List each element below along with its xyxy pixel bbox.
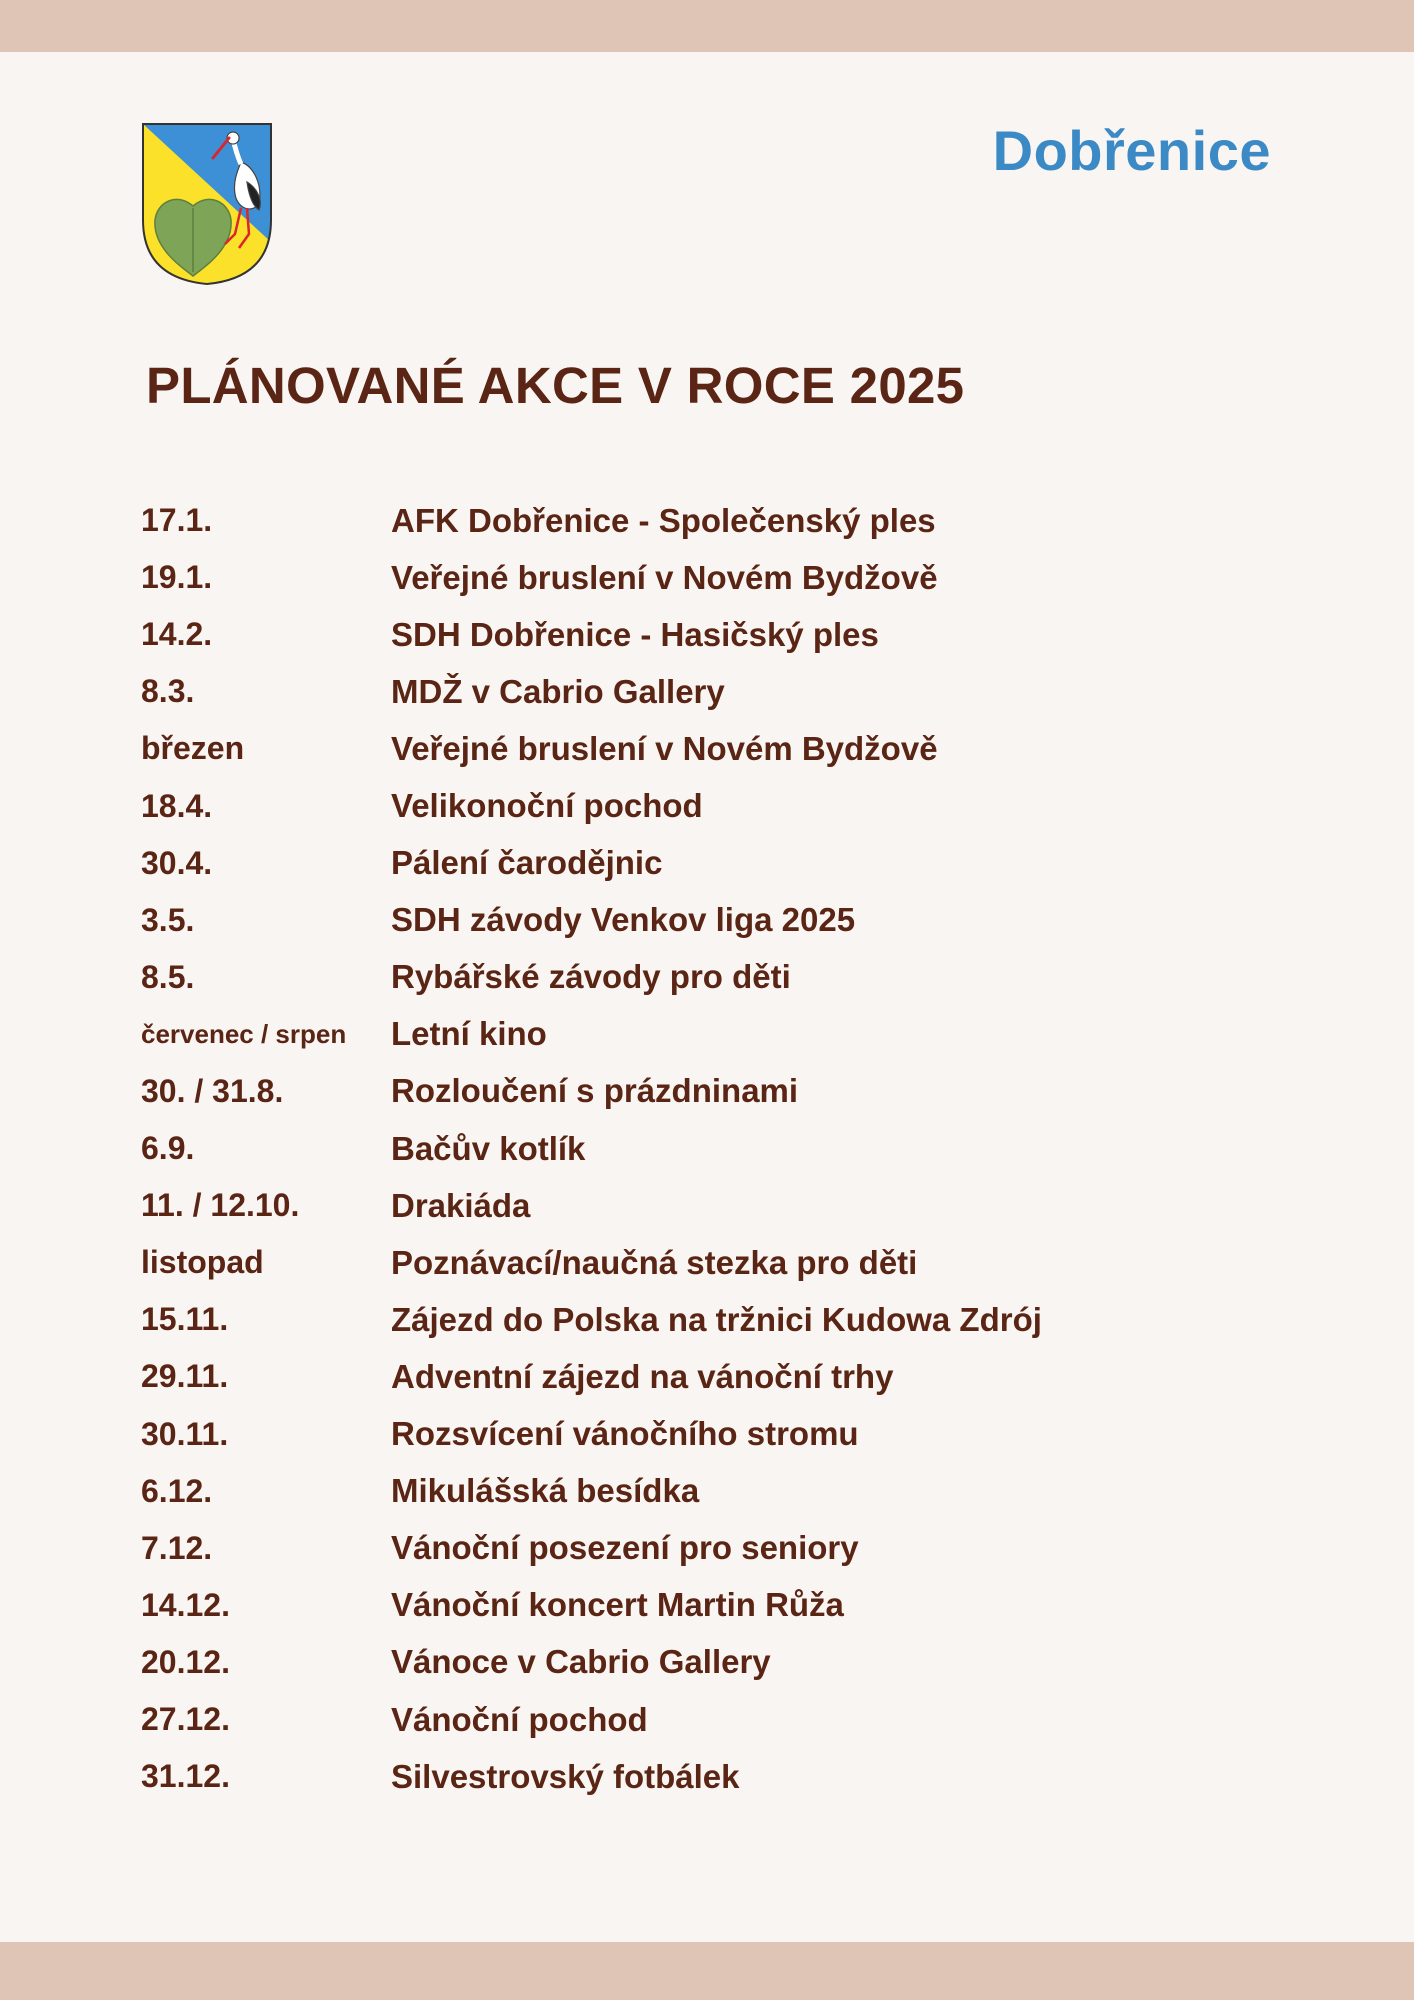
event-date: 15.11. [141, 1301, 229, 1338]
event-row [141, 1406, 1291, 1463]
event-date: 6.12. [141, 1472, 213, 1509]
event-row [141, 1063, 1291, 1120]
event-name: Rozloučení s prázdninami [391, 1072, 799, 1110]
event-name: Silvestrovský fotbálek [391, 1757, 740, 1795]
event-date: 20.12. [141, 1643, 230, 1680]
event-date: 17.1. [141, 502, 213, 539]
event-date: červenec / srpen [141, 1018, 347, 1049]
event-name: Veřejné bruslení v Novém Bydžově [391, 558, 938, 596]
event-name: Mikulášská besídka [391, 1472, 700, 1510]
event-date: 11. / 12.10. [141, 1187, 300, 1224]
event-date: 19.1. [141, 559, 213, 596]
event-name: Veřejné bruslení v Novém Bydžově [391, 729, 938, 767]
dobrenice-coat-of-arms-icon [141, 122, 273, 286]
event-name: Drakiáda [391, 1186, 531, 1224]
event-name: Vánoční posezení pro seniory [391, 1529, 859, 1567]
event-date: 8.5. [141, 958, 195, 995]
event-name: Vánoční pochod [391, 1700, 648, 1738]
event-name: MDŽ v Cabrio Gallery [391, 672, 725, 710]
event-date: 31.12. [141, 1758, 230, 1795]
event-row [141, 1120, 1291, 1177]
top-band [0, 0, 1414, 52]
bottom-band [0, 1942, 1414, 2000]
event-name: Rybářské závody pro děti [391, 958, 791, 996]
event-row [141, 1234, 1291, 1291]
event-name: SDH závody Venkov liga 2025 [391, 901, 856, 939]
event-date: 30.4. [141, 844, 213, 881]
event-name: Rozsvícení vánočního stromu [391, 1415, 859, 1453]
event-row [141, 1691, 1291, 1748]
event-row [141, 949, 1291, 1006]
event-date: listopad [141, 1244, 264, 1281]
event-row [141, 720, 1291, 777]
event-date: 14.2. [141, 616, 213, 653]
event-date: 14.12. [141, 1586, 230, 1623]
event-name: Velikonoční pochod [391, 787, 703, 825]
event-date: 8.3. [141, 673, 195, 710]
event-name: Adventní zájezd na vánoční trhy [391, 1357, 894, 1395]
event-row [141, 1463, 1291, 1520]
event-row [141, 835, 1291, 892]
event-row [141, 1291, 1291, 1348]
event-date: březen [141, 730, 245, 767]
event-name: Letní kino [391, 1015, 547, 1053]
event-date: 18.4. [141, 787, 213, 824]
event-date: 3.5. [141, 901, 195, 938]
village-name: Dobřenice [992, 119, 1271, 182]
event-row [141, 1520, 1291, 1577]
event-name: SDH Dobřenice - Hasičský ples [391, 615, 879, 653]
event-row [141, 1006, 1291, 1063]
event-row [141, 1577, 1291, 1634]
event-row [141, 892, 1291, 949]
event-row [141, 663, 1291, 720]
event-row [141, 777, 1291, 834]
event-row [141, 1634, 1291, 1691]
event-date: 7.12. [141, 1529, 213, 1566]
event-name: Vánoční koncert Martin Růža [391, 1586, 844, 1624]
event-date: 27.12. [141, 1701, 230, 1738]
event-row [141, 492, 1291, 549]
event-date: 30.11. [141, 1415, 229, 1452]
event-date: 6.9. [141, 1130, 195, 1167]
event-row [141, 1348, 1291, 1405]
event-name: Bačův kotlík [391, 1129, 586, 1167]
event-row [141, 1177, 1291, 1234]
page-title: PLÁNOVANÉ AKCE V ROCE 2025 [146, 357, 965, 414]
event-row [141, 606, 1291, 663]
event-row [141, 1748, 1291, 1805]
event-date: 30. / 31.8. [141, 1072, 284, 1109]
event-name: AFK Dobřenice - Společenský ples [391, 501, 936, 539]
event-row [141, 549, 1291, 606]
event-name: Vánoce v Cabrio Gallery [391, 1643, 771, 1681]
event-name: Zájezd do Polska na tržnici Kudowa Zdrój [391, 1300, 1042, 1338]
events-list [141, 492, 1291, 1805]
event-date: 29.11. [141, 1358, 229, 1395]
event-name: Pálení čarodějnic [391, 844, 663, 882]
event-name: Poznávací/naučná stezka pro děti [391, 1243, 918, 1281]
